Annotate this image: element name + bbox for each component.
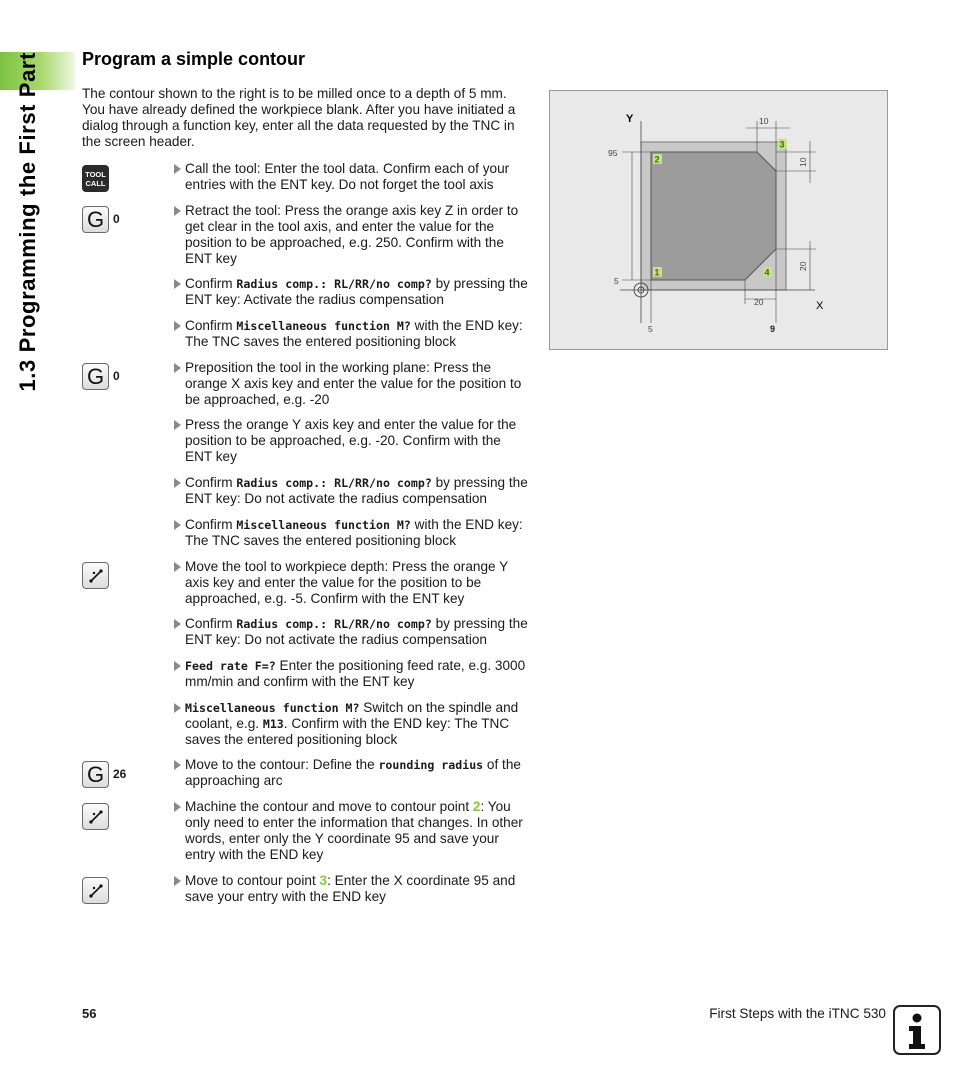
step-item <box>174 658 530 690</box>
step-code: rounding radius <box>378 758 484 772</box>
g-key <box>82 761 109 788</box>
point-highlight: 2 <box>472 799 481 814</box>
dim-10-top-label: 10 <box>759 116 769 126</box>
line-key <box>82 877 109 904</box>
bullet-arrow-icon <box>174 520 181 530</box>
step-code: Radius comp.: RL/RR/no comp? <box>236 476 432 490</box>
step-text: of the approaching arc <box>185 757 521 788</box>
dim-20-right-label: 20 <box>798 261 808 271</box>
step-text: Confirm <box>185 276 237 291</box>
bullet-arrow-icon <box>174 619 181 629</box>
step-text: Switch on the spindle and coolant, e.g. <box>185 700 519 731</box>
bullet-arrow-icon <box>174 279 181 289</box>
line-key <box>82 562 109 589</box>
g-key-letter: G <box>86 206 105 232</box>
step-text: Confirm <box>185 475 237 490</box>
footer-text: First Steps with the iTNC 530 <box>709 1006 886 1021</box>
step-text: Machine the contour and move to contour point <box>185 799 473 814</box>
step-text: Move the tool to workpiece depth: Press the orange Y axis key and enter the value for the position to be approached, e.g. -5. Confirm with the ENT key <box>185 559 508 606</box>
g-key <box>82 363 109 390</box>
point-2-label: 2 <box>654 154 660 165</box>
step-text: by pressing the ENT key: Activate the radius compensation <box>185 276 528 307</box>
step-item <box>174 161 530 193</box>
step-text: Confirm <box>185 517 237 532</box>
step-item <box>174 417 530 465</box>
step-text: Call the tool: Enter the tool data. Confirm each of your entries with the ENT key. Do not forget the tool axis <box>185 161 510 192</box>
x-axis-label: X <box>816 300 824 312</box>
tool-call-key <box>82 165 109 192</box>
step-text: Confirm <box>185 616 237 631</box>
tool-call-key-line1: TOOL <box>85 169 106 179</box>
bullet-arrow-icon <box>174 562 181 572</box>
step-item <box>174 616 530 648</box>
bullet-arrow-icon <box>174 321 181 331</box>
step-text: Confirm <box>185 318 237 333</box>
step-item <box>174 757 530 789</box>
step-item <box>174 203 530 267</box>
bullet-arrow-icon <box>174 478 181 488</box>
line-path-icon <box>88 883 104 899</box>
bullet-arrow-icon <box>174 802 181 812</box>
dim-20-bottom-label: 20 <box>754 297 764 307</box>
step-code: Radius comp.: RL/RR/no comp? <box>236 277 432 291</box>
step-item <box>174 475 530 507</box>
step-text: Preposition the tool in the working plane: Press the orange X axis key and enter the value for the position to be approached, e.g. -20 <box>185 360 522 407</box>
point-highlight: 3 <box>319 873 328 888</box>
g0-number: 0 <box>113 369 120 383</box>
section-title: Program a simple contour <box>82 49 306 69</box>
y-axis-label: Y <box>626 113 634 125</box>
dim-5-left-label: 5 <box>614 276 619 286</box>
point-1-label: 1 <box>654 267 660 278</box>
step-text: Retract the tool: Press the orange axis key Z in order to get clear in the tool axis, and enter the value for the position to be approached, e.g. 250. Confirm with the ENT key <box>185 203 519 266</box>
contour-shape <box>651 152 776 280</box>
step-item <box>174 873 530 905</box>
dim-5-bottom-label: 5 <box>648 324 653 334</box>
point-3-label: 3 <box>779 139 785 150</box>
chapter-title: 1.3 Programming the First Part <box>15 52 40 392</box>
bullet-arrow-icon <box>174 760 181 770</box>
step-item <box>174 799 530 863</box>
tool-call-key-line2: CALL <box>85 178 106 188</box>
contour-drawing <box>550 91 887 349</box>
bullet-arrow-icon <box>174 703 181 713</box>
line-path-icon <box>88 568 104 584</box>
step-text: Move to the contour: Define the <box>185 757 379 772</box>
point-4-label: 4 <box>764 267 770 278</box>
step-text: : You only need to enter the information that changes. In other words, enter only the Y coordinate 95 and save your entry with the END key <box>185 799 523 862</box>
step-text: Move to contour point <box>185 873 320 888</box>
g26-number: 26 <box>113 767 127 781</box>
bullet-arrow-icon <box>174 420 181 430</box>
contour-figure <box>549 90 888 350</box>
line-key <box>82 803 109 830</box>
step-code: Radius comp.: RL/RR/no comp? <box>236 617 432 631</box>
step-code: Miscellaneous function M? <box>236 319 411 333</box>
g-key-letter: G <box>86 363 105 389</box>
line-path-icon <box>88 809 104 825</box>
step-text: with the END key: The TNC saves the entered positioning block <box>185 517 523 548</box>
step-item <box>174 360 530 408</box>
step-code: Miscellaneous function M? <box>185 701 360 715</box>
g0-number: 0 <box>113 212 120 226</box>
bullet-arrow-icon <box>174 206 181 216</box>
bullet-arrow-icon <box>174 363 181 373</box>
step-item <box>174 559 530 607</box>
dim-9-label: 9 <box>770 324 776 334</box>
g-key-letter: G <box>86 761 105 787</box>
step-item <box>174 276 530 308</box>
intro-paragraph: The contour shown to the right is to be milled once to a depth of 5 mm. You have already defined the workpiece blank. After you have initiated a dialog through a function key, enter all the data requested by the TNC in the screen header. <box>82 86 516 149</box>
step-text: Enter the positioning feed rate, e.g. 3000 mm/min and confirm with the ENT key <box>185 658 526 689</box>
bullet-arrow-icon <box>174 164 181 174</box>
page-number: 56 <box>82 1006 97 1021</box>
dim-10-right-label: 10 <box>798 157 808 167</box>
step-item <box>174 517 530 549</box>
g-key <box>82 206 109 233</box>
step-text: by pressing the ENT key: Do not activate the radius compensation <box>185 616 528 647</box>
info-icon <box>893 1005 941 1055</box>
step-code: M13 <box>262 717 284 731</box>
step-text: . Confirm with the END key: The TNC saves the entered positioning block <box>185 716 510 747</box>
step-item <box>174 700 530 748</box>
step-text: with the END key: The TNC saves the entered positioning block <box>185 318 523 349</box>
step-text: by pressing the ENT key: Do not activate the radius compensation <box>185 475 528 506</box>
step-code: Miscellaneous function M? <box>236 518 411 532</box>
info-glyph <box>895 1007 939 1053</box>
bullet-arrow-icon <box>174 661 181 671</box>
step-text: Press the orange Y axis key and enter the value for the position to be approached, e.g. -20. Confirm with the ENT key <box>185 417 517 464</box>
step-text: : Enter the X coordinate 95 and save your entry with the END key <box>185 873 516 904</box>
step-code: Feed rate F=? <box>185 659 276 673</box>
dim-95-label: 95 <box>608 148 618 158</box>
step-item <box>174 318 530 350</box>
bullet-arrow-icon <box>174 876 181 886</box>
